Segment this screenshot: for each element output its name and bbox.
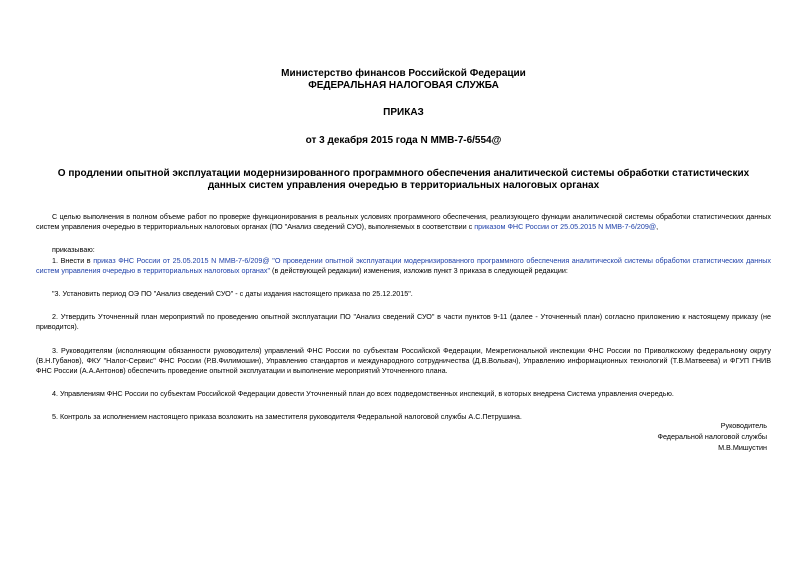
ministry-name: Министерство финансов Российской Федерации xyxy=(281,68,526,79)
item-1-end: (в действующей редакции) изменения, изложив пункт 3 приказа в следующей редакции: xyxy=(270,265,568,275)
item-5: 5. Контроль за исполнением настоящего приказа возложить на заместителя руководителя Федеральной налоговой службы А.С.Петрушина. xyxy=(52,412,522,422)
preamble-paragraph xyxy=(36,212,771,232)
order-date: от 3 декабря 2015 года N ММВ-7-6/554@ xyxy=(305,134,502,146)
item-1 xyxy=(36,256,771,276)
signature-block xyxy=(658,420,768,453)
document-body xyxy=(36,212,771,423)
order-word: приказываю: xyxy=(52,245,95,255)
order-label: ПРИКАЗ xyxy=(383,107,424,118)
service-name: ФЕДЕРАЛЬНАЯ НАЛОГОВАЯ СЛУЖБА xyxy=(308,79,499,91)
item-3: 3. Руководителям (исполняющим обязанности руководителя) управлений ФНС России по субъектам Российской Федерации, Межрегиональной инспекции ФНС России по Приволжскому федеральному округу (В.Н.Губанов), ФКУ "Налог-Сервис" ФНС России (Р.В.Филимошин), Управлению стандартов и международного сотрудничества (Д.В.Вольвач), Управлению информационных технологий (Т.В.Матвеева) и ФГУП ГНИВ ФНС России (А.А.Антонов) обеспечить проведение опытной эксплуатации и выполнение мероприятий Уточненного плана. xyxy=(36,345,771,376)
preamble-text: С целью выполнения в полном объеме работ по проверке функционирования в реальных условиях программного обеспечения, реализующего функции аналитической системы обработки статистических данных систем управления очередью в территориальных налоговых органах (ПО "Анализ сведений СУО), выполняемых в соответствии с xyxy=(36,212,771,232)
item-1-quote: "3. Установить период ОЭ ПО "Анализ сведений СУО" - с даты издания настоящего приказа по 25.12.2015". xyxy=(52,289,413,299)
item-4: 4. Управлениям ФНС России по субъектам Российской Федерации довести Уточненный план до всех подведомственных инспекций, в которых внедрена Система управления очередью. xyxy=(52,389,674,399)
item-2: 2. Утвердить Уточненный план мероприятий по проведению опытной эксплуатации ПО "Анализ сведений СУО" в части пунктов 9-11 (далее - Уточненный план) согласно приложению к настоящему приказу (не приводится). xyxy=(36,312,771,332)
document-title: О продлении опытной эксплуатации модернизированного программного обеспечения аналитической системы обработки статистических данных систем управления очередью в территориальных налоговых органах xyxy=(57,168,750,191)
document-header xyxy=(36,0,771,146)
signature-name: М.В.Мишустин xyxy=(718,443,767,452)
preamble-order-link[interactable]: приказом ФНС России от 25.05.2015 N ММВ-7-6/209@ xyxy=(474,222,657,232)
signature-position: Руководитель xyxy=(720,421,767,430)
signature-organization: Федеральной налоговой службы xyxy=(657,432,767,441)
item-1-order-link[interactable]: приказ ФНС России от 25.05.2015 N ММВ-7-6/209@ xyxy=(93,255,270,265)
item-1-start: 1. Внести в xyxy=(52,255,94,265)
item-1-title-link[interactable]: "О проведении опытной эксплуатации модернизированного программного обеспечения аналитической системы обработки статистических данных систем управления очередью в территориальных налоговых органах" xyxy=(36,255,771,275)
preamble-tail: , xyxy=(656,222,659,232)
